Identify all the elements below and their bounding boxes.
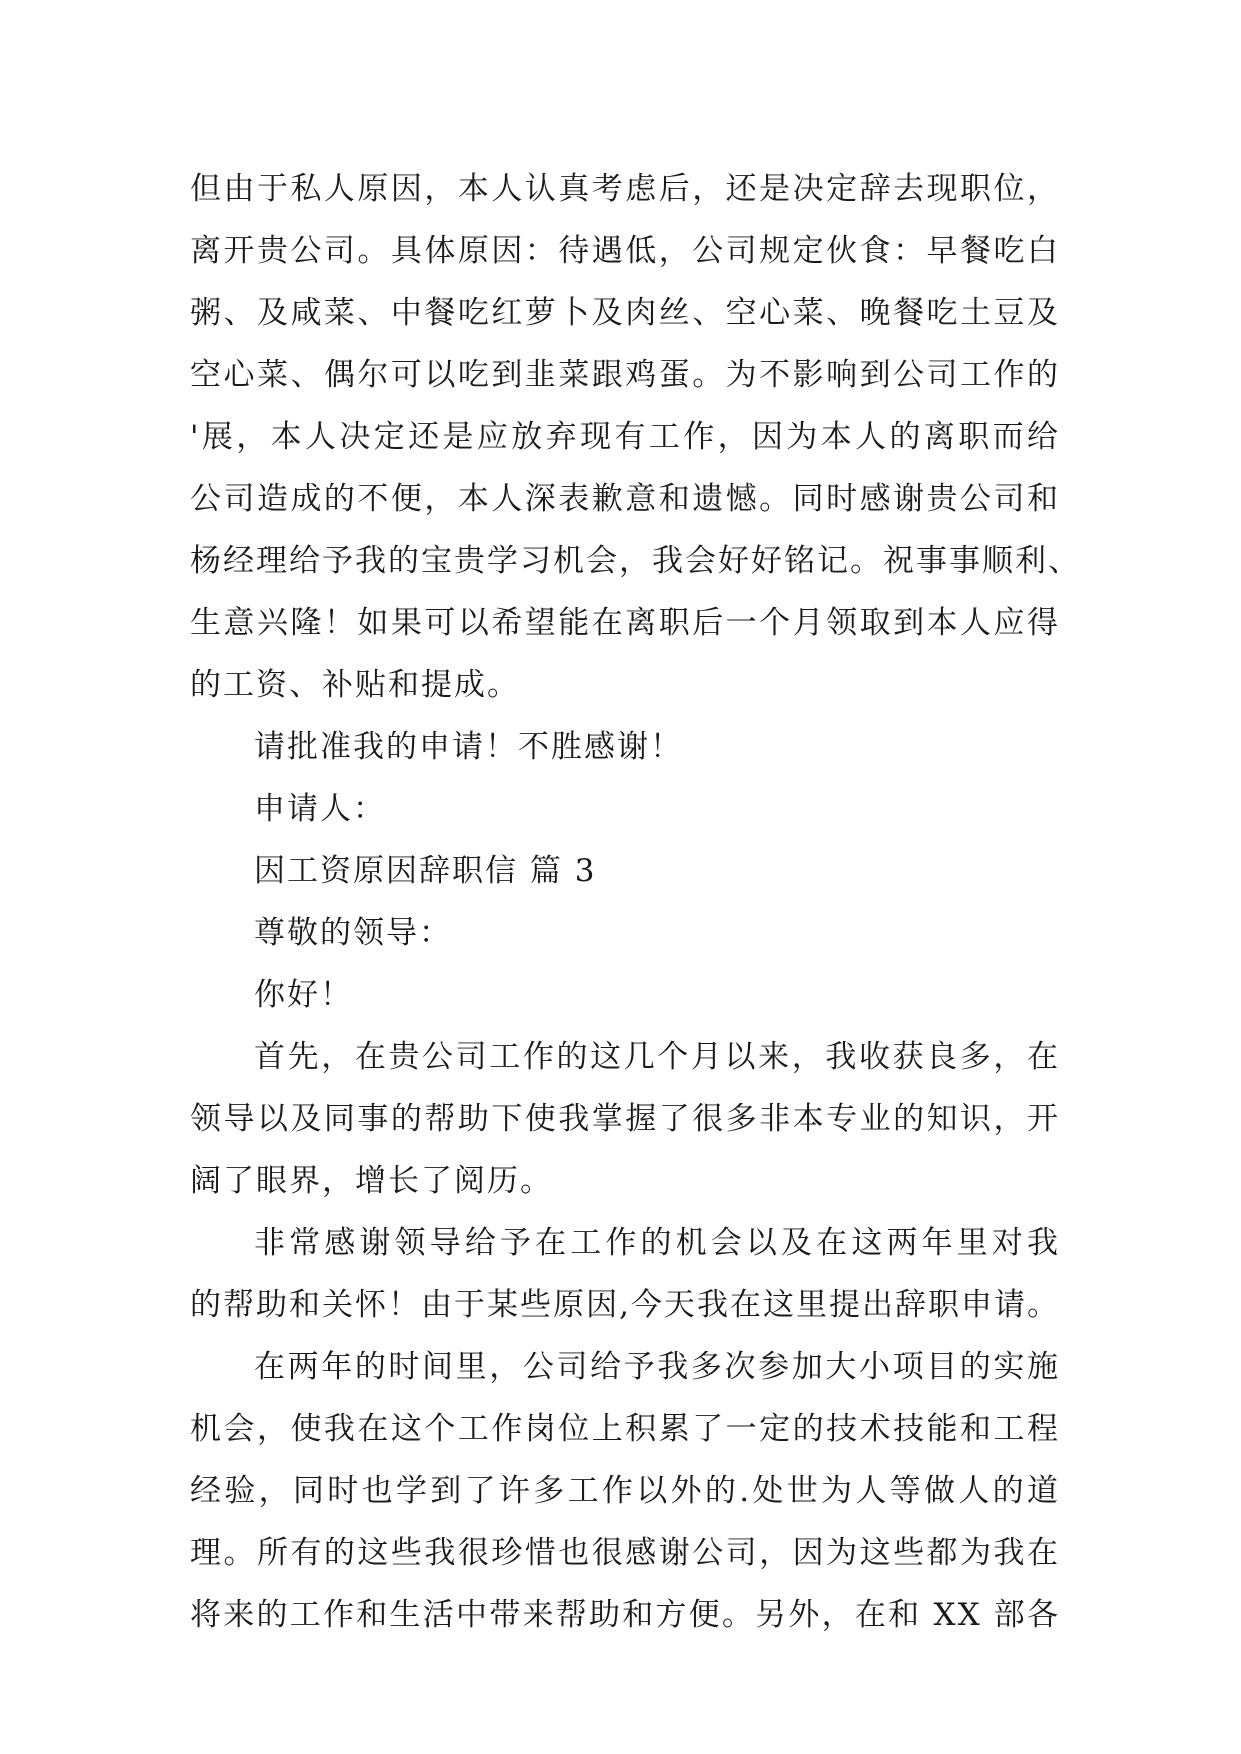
closing-request: 请批准我的申请！不胜感谢！ xyxy=(254,729,683,765)
greeting: 你好！ xyxy=(254,977,353,1013)
section-heading: 因工资原因辞职信 篇 3 xyxy=(254,853,597,889)
text-line: 阔了眼界，增长了阅历。 xyxy=(190,1163,553,1199)
applicant-label: 申请人： xyxy=(254,791,386,827)
text-line: 离开贵公司。具体原因：待遇低，公司规定伙食：早餐吃白 xyxy=(190,233,1060,269)
salutation: 尊敬的领导： xyxy=(254,915,452,951)
text-line: 的工资、补贴和提成。 xyxy=(190,667,520,703)
text-line: 经验，同时也学到了许多工作以外的.处世为人等做人的道 xyxy=(190,1473,1060,1509)
text-line: 的帮助和关怀！由于某些原因,今天我在这里提出辞职申请。 xyxy=(190,1287,1060,1323)
text-line: 空心菜、偶尔可以吃到韭菜跟鸡蛋。为不影响到公司工作的 xyxy=(190,357,1060,393)
text-line: 杨经理给予我的宝贵学习机会，我会好好铭记。祝事事顺利、 xyxy=(190,543,1081,579)
text-line: 机会，使我在这个工作岗位上积累了一定的技术技能和工程 xyxy=(190,1411,1060,1447)
text-line: 首先，在贵公司工作的这几个月以来，我收获良多，在 xyxy=(254,1039,1060,1075)
text-line: 生意兴隆！如果可以希望能在离职后一个月领取到本人应得 xyxy=(190,605,1060,641)
text-line: 将来的工作和生活中带来帮助和方便。另外，在和 XX 部各 xyxy=(190,1597,1060,1633)
text-line: 理。所有的这些我很珍惜也很感谢公司，因为这些都为我在 xyxy=(190,1535,1060,1571)
text-line: 领导以及同事的帮助下使我掌握了很多非本专业的知识，开 xyxy=(190,1101,1060,1137)
text-line: 但由于私人原因，本人认真考虑后，还是决定辞去现职位， xyxy=(190,171,1060,207)
text-line: '展，本人决定还是应放弃现有工作，因为本人的离职而给 xyxy=(190,419,1060,455)
text-line: 粥、及咸菜、中餐吃红萝卜及肉丝、空心菜、晚餐吃土豆及 xyxy=(190,295,1060,331)
text-line: 非常感谢领导给予在工作的机会以及在这两年里对我 xyxy=(254,1225,1060,1261)
letter-body xyxy=(190,158,1081,1646)
text-line: 公司造成的不便，本人深表歉意和遗憾。同时感谢贵公司和 xyxy=(190,481,1060,517)
text-line: 在两年的时间里，公司给予我多次参加大小项目的实施 xyxy=(254,1349,1060,1385)
